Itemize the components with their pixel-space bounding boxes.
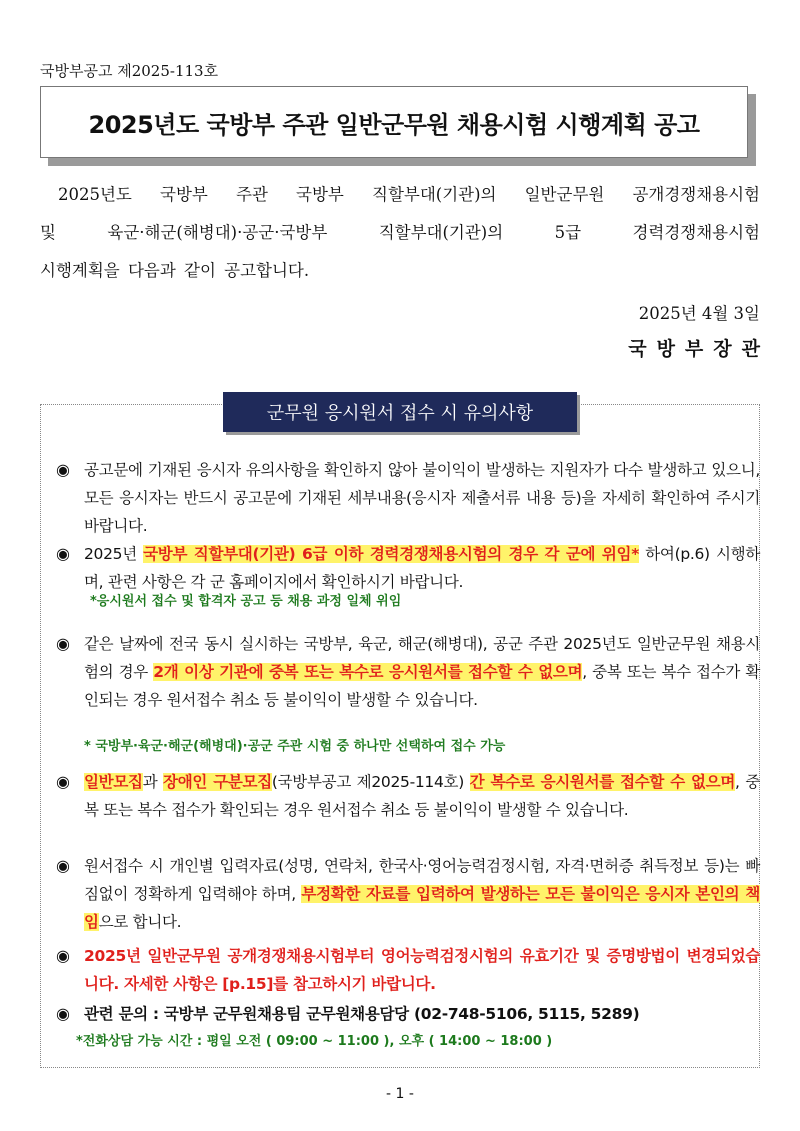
caution-item-text: 2025년 일반군무원 공개경쟁채용시험부터 영어능력검정시험의 유효기간 및 증명방법이 변경되었습니다. 자세한 사항은 [p.15]를 참고하시기 바랍니다. <box>84 947 760 993</box>
caution-item-6 <box>56 942 760 998</box>
caution-item-text <box>84 852 760 936</box>
caution-item-text <box>84 540 760 596</box>
title-box <box>40 86 748 158</box>
text-segment: , 중복 또는 복수 접수가 확인되는 경우 원서접수 취소 등 불이익이 발생할 수 있습니다. <box>84 663 760 709</box>
page-title: 2025년도 국방부 주관 일반군무원 채용시험 시행계획 공고 <box>88 110 700 139</box>
bullet-icon: ◉ <box>56 856 70 875</box>
intro-line-1: 2025년도 국방부 주관 국방부 직할부대(기관)의 일반군무원 공개경쟁채용시험 <box>58 185 760 204</box>
text-segment: 하여(p.6) 시행하며, 관련 사항은 각 군 홈페이지에서 확인하시기 바랍니다. <box>84 545 761 591</box>
highlighted-text: 부정확한 자료를 입력하여 발생하는 모든 불이익은 응시자 본인의 책임 <box>84 885 760 931</box>
highlighted-text: 장애인 구분모집 <box>163 773 272 791</box>
text-segment: 으로 합니다. <box>98 913 182 931</box>
text-segment: 원서접수 시 개인별 입력자료(성명, 연락처, 한국사·영어능력검정시험, 자격·면허증 취득정보 등)는 빠짐없이 정확하게 입력해야 하며, <box>84 857 760 903</box>
text-segment: , 중복 또는 복수 접수가 확인되는 경우 원서접수 취소 등 불이익이 발생할 수 있습니다. <box>84 773 761 819</box>
bullet-icon: ◉ <box>56 946 70 965</box>
text-segment: 2025년 <box>84 545 144 563</box>
caution-note-3: * 국방부·육군·해군(해병대)·공군 주관 시험 중 하나만 선택하여 접수 가능 <box>84 739 506 754</box>
caution-item-text <box>84 630 760 714</box>
contact-hours-note: *전화상담 가능 시간 : 평일 오전 ( 09:00 ~ 11:00 ), 오후 ( 14:00 ~ 18:00 ) <box>76 1034 553 1049</box>
notice-date: 2025년 4월 3일 <box>638 304 760 323</box>
bullet-icon: ◉ <box>56 772 70 791</box>
caution-item-3 <box>56 630 760 714</box>
intro-line-2: 및 육군·해군(해병대)·공군·국방부 직할부대(기관)의 5급 경력경쟁채용시험 <box>40 223 760 242</box>
caution-item-5 <box>56 852 760 936</box>
caution-item-text: 공고문에 기재된 응시자 유의사항을 확인하지 않아 불이익이 발생하는 지원자가 다수 발생하고 있으니, 모든 응시자는 반드시 공고문에 기재된 세부내용(응시자 제출서류 내용 등)을 자세히 확인하여 주시기 바랍니다. <box>84 461 760 535</box>
caution-item-1 <box>56 456 760 540</box>
caution-item-4 <box>56 768 760 824</box>
notice-number: 국방부공고 제2025-113호 <box>40 62 219 80</box>
contact-info: 관련 문의 : 국방부 군무원채용팀 군무원채용담당 (02-748-5106, 5115, 5289) <box>84 1005 640 1023</box>
caution-item-2 <box>56 540 760 596</box>
text-segment: 같은 날짜에 전국 동시 실시하는 국방부, 육군, 해군(해병대), 공군 주관 2025년도 일반군무원 채용시험의 경우 <box>84 635 760 681</box>
bullet-icon: ◉ <box>56 1004 70 1023</box>
bullet-icon: ◉ <box>56 634 70 653</box>
bullet-icon: ◉ <box>56 460 70 479</box>
caution-item-text <box>84 768 760 824</box>
highlighted-text: 일반모집 <box>84 773 143 791</box>
bullet-icon: ◉ <box>56 544 70 563</box>
caution-header: 군무원 응시원서 접수 시 유의사항 <box>223 392 577 432</box>
highlighted-text: 2개 이상 기관에 중복 또는 복수로 응시원서를 접수할 수 없으며 <box>153 663 583 681</box>
issuer-signature: 국방부장관 <box>628 338 770 360</box>
intro-paragraph <box>40 176 760 290</box>
highlighted-text: 국방부 직할부대(기관) 6급 이하 경력경쟁채용시험의 경우 각 군에 위임* <box>143 545 640 563</box>
caution-item-7 <box>56 1000 760 1028</box>
text-segment: 과 <box>142 773 164 791</box>
text-segment: (국방부공고 제2025-114호) <box>271 773 470 791</box>
caution-note-2: *응시원서 접수 및 합격자 공고 등 채용 과정 일체 위임 <box>90 594 402 609</box>
page-number: - 1 - <box>386 1086 414 1102</box>
intro-line-3: 시행계획을 다음과 같이 공고합니다. <box>40 261 310 280</box>
highlighted-text: 간 복수로 응시원서를 접수할 수 없으며 <box>469 773 736 791</box>
